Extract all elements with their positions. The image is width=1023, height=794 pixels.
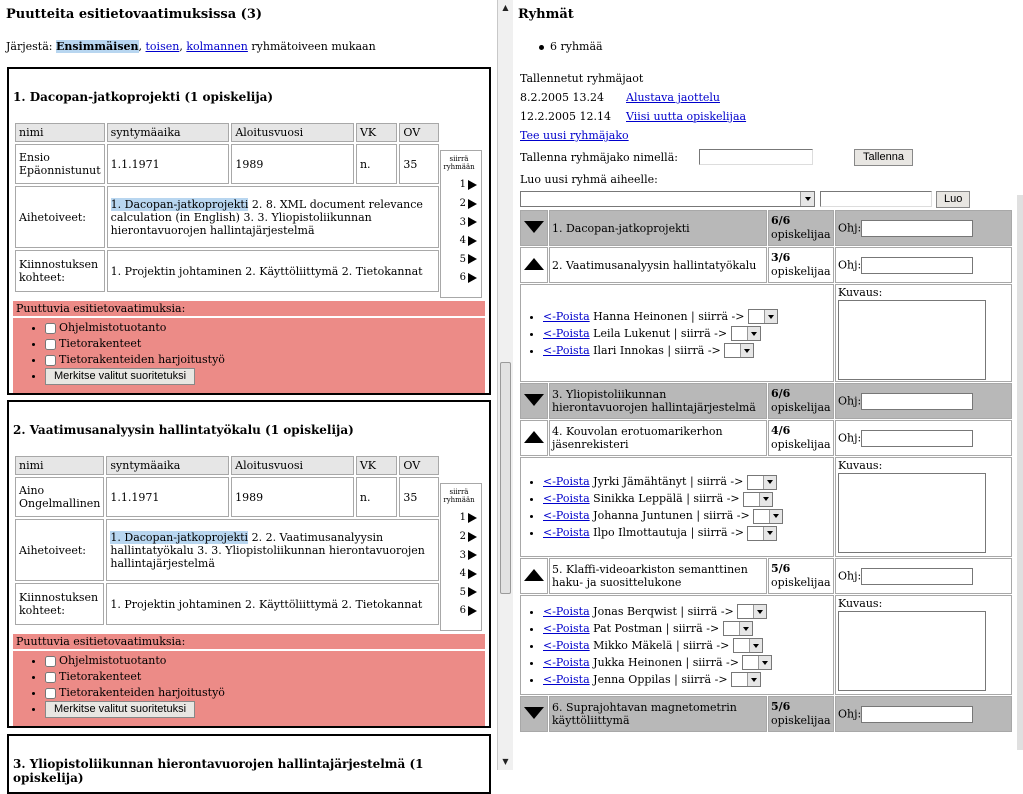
- group-fill: 3/6: [771, 251, 791, 264]
- right-pane: [513, 0, 1023, 770]
- prereq-label: Ohjelmistotuotanto: [59, 321, 167, 334]
- move-to-group-4[interactable]: 4: [441, 232, 477, 251]
- table-header: OV: [399, 456, 439, 475]
- remove-member-link[interactable]: <-Poista: [543, 655, 590, 669]
- group-count: 6 ryhmää: [539, 40, 603, 53]
- prereq-label: Tietorakenteiden harjoitustyö: [59, 686, 225, 699]
- play-arrow-icon: [468, 569, 477, 579]
- move-member-select[interactable]: [731, 672, 761, 687]
- supervisor-label: Ohj:: [838, 569, 862, 582]
- move-member-select[interactable]: [753, 509, 783, 524]
- group-count-cell: [768, 420, 834, 456]
- interests-label: Kiinnostuksen kohteet:: [15, 250, 105, 292]
- description-label: Kuvaus:: [838, 459, 883, 472]
- start-year: 1989: [231, 144, 354, 184]
- group-unit: opiskelijaa: [771, 401, 831, 414]
- supervisor-label: Ohj:: [838, 221, 862, 234]
- group-detail-row: [520, 457, 1012, 557]
- supervisor-cell: [835, 696, 1012, 732]
- table-header: syntymäaika: [106, 456, 229, 475]
- group-name: 4. Kouvolan erotuomarikerhon jäsenrekisteri: [549, 420, 767, 456]
- create-button[interactable]: Luo: [936, 191, 970, 208]
- move-member-select[interactable]: [723, 621, 753, 636]
- remove-member-link[interactable]: <-Poista: [543, 326, 590, 340]
- group-name: 3. Yliopistoliikunnan hierontavuorojen hallintajärjestelmä: [549, 383, 767, 419]
- group-count-cell: [768, 558, 834, 594]
- supervisor-label: Ohj:: [838, 431, 862, 444]
- missing-header: Puuttuvia esitietovaatimuksia:: [13, 634, 485, 651]
- ov-value: 35: [399, 477, 439, 517]
- triangle-up-icon: [524, 569, 544, 581]
- sort-second-link[interactable]: toisen: [145, 40, 180, 53]
- chevron-down-icon: [764, 310, 777, 323]
- sort-suffix: ryhmätoiveen mukaan: [251, 40, 376, 53]
- vk-value: n.: [356, 477, 398, 517]
- move-to-group-1[interactable]: 1: [441, 508, 477, 528]
- table-header: VK: [356, 123, 397, 142]
- group-count-cell: [768, 210, 834, 246]
- expand-toggle[interactable]: [520, 210, 548, 246]
- group-fill: 5/6: [771, 700, 791, 713]
- move-label: | siirrä ->: [690, 526, 744, 539]
- prereq-label: Tietorakenteet: [59, 670, 142, 683]
- member-item: [543, 620, 831, 637]
- sort-line: Järjestä: Ensimmäisen, toisen, kolmannen ryhmätoiveen mukaan: [6, 40, 376, 53]
- group-count-cell: [768, 696, 834, 732]
- prereq-item: [45, 669, 485, 685]
- remove-member-link[interactable]: <-Poista: [543, 604, 590, 618]
- prereq-item: [45, 653, 485, 669]
- member-name: Jenna Oppilas: [593, 672, 671, 686]
- topic-rest: 2. 8. XML document relevance calculation (in English) 3. 3. Yliopistoliikunnan hierontavuorojen hallintajärjestelmä: [110, 197, 423, 237]
- saved-date-1: 8.2.2005 13.24: [520, 91, 604, 104]
- remove-member-link[interactable]: <-Poista: [543, 492, 590, 505]
- member-name: Jyrki Jämähtänyt: [593, 475, 687, 488]
- triangle-up-icon: [524, 258, 544, 270]
- play-arrow-icon: [468, 550, 477, 560]
- move-to-group-6[interactable]: 6: [441, 602, 477, 621]
- member-item: [543, 637, 831, 654]
- move-label: | siirrä ->: [691, 309, 745, 323]
- chevron-down-icon: [758, 656, 771, 669]
- move-member-select[interactable]: [743, 492, 773, 507]
- page-title: Puutteita esitietovaatimuksissa (3): [6, 7, 263, 22]
- chevron-down-icon: [800, 192, 814, 206]
- play-arrow-icon: [468, 587, 477, 597]
- prereq-item: [45, 320, 485, 336]
- supervisor-input[interactable]: [861, 430, 973, 447]
- remove-member-link[interactable]: <-Poista: [543, 621, 590, 635]
- bullet-icon: [539, 45, 544, 50]
- remove-member-link[interactable]: <-Poista: [543, 475, 590, 488]
- interests-label: Kiinnostuksen kohteet:: [15, 583, 104, 625]
- create-name-input[interactable]: [820, 191, 932, 207]
- description-textarea[interactable]: [838, 300, 986, 380]
- member-name: Hanna Heinonen: [593, 309, 688, 323]
- prereq-label: Tietorakenteiden harjoitustyö: [59, 353, 225, 366]
- move-to-group: [440, 150, 482, 298]
- member-item: [543, 524, 831, 541]
- member-item: [543, 325, 831, 342]
- prereq-checkbox[interactable]: [45, 688, 56, 699]
- table-header: Aloitusvuosi: [231, 456, 354, 475]
- supervisor-cell: [835, 558, 1012, 594]
- supervisor-input[interactable]: [861, 393, 973, 410]
- group-row: [520, 420, 1012, 456]
- mark-done-button[interactable]: Merkitse valitut suoritetuksi: [45, 368, 195, 385]
- sort-third-link[interactable]: kolmannen: [186, 40, 248, 53]
- new-grouping-link[interactable]: Tee uusi ryhmäjako: [520, 129, 629, 142]
- remove-member-link[interactable]: <-Poista: [543, 343, 590, 357]
- chevron-down-icon: [749, 639, 762, 652]
- card-title: 2. Vaatimusanalyysin hallintatyökalu (1 opiskelija): [13, 423, 354, 437]
- member-name: Ilpo Ilmottautuja: [593, 526, 688, 539]
- move-to-group-1[interactable]: 1: [441, 175, 477, 195]
- saved-date-2: 12.2.2005 12.14: [520, 110, 611, 123]
- description-label: Kuvaus:: [838, 286, 883, 299]
- remove-member-link[interactable]: <-Poista: [543, 526, 590, 539]
- topics-label: Aihetoiveet:: [15, 186, 105, 248]
- sort-prefix: Järjestä:: [6, 40, 53, 53]
- chevron-down-icon: [747, 673, 760, 686]
- move-caption: siirrä ryhmään: [443, 488, 475, 504]
- prereq-checkbox[interactable]: [45, 672, 56, 683]
- sort-first: Ensimmäisen: [55, 40, 139, 53]
- table-header: nimi: [15, 123, 105, 142]
- topic-highlight: 1. Dacopan-jatkoprojekti: [110, 530, 249, 544]
- member-name: Jonas Berqwist: [593, 604, 677, 618]
- prereq-item: [45, 352, 485, 368]
- prereq-item: [45, 336, 485, 352]
- move-to-group-5[interactable]: 5: [441, 251, 477, 270]
- move-label: | siirrä ->: [665, 621, 720, 635]
- move-member-select[interactable]: [747, 526, 777, 541]
- chevron-down-icon: [753, 605, 766, 618]
- groups-title: Ryhmät: [518, 7, 574, 22]
- triangle-down-icon: [524, 221, 544, 233]
- move-member-select[interactable]: [724, 343, 754, 358]
- member-name: Mikko Mäkelä: [593, 638, 673, 652]
- group-fill: 5/6: [771, 562, 791, 575]
- move-member-select[interactable]: [748, 309, 778, 324]
- description-cell: [835, 595, 1012, 695]
- member-name: Ilari Innokas: [593, 343, 664, 357]
- move-to-group-3[interactable]: 3: [441, 547, 477, 566]
- supervisor-input[interactable]: [861, 220, 973, 237]
- group-detail-row: [520, 284, 1012, 382]
- move-to-group-2[interactable]: 2: [441, 528, 477, 547]
- topics-label: Aihetoiveet:: [15, 519, 104, 581]
- group-unit: opiskelijaa: [771, 576, 831, 589]
- student-info-table: [13, 454, 441, 627]
- table-header: nimi: [15, 456, 104, 475]
- prereq-checkbox[interactable]: [45, 339, 56, 350]
- chevron-down-icon: [740, 344, 753, 357]
- group-row: [520, 696, 1012, 732]
- group-unit: opiskelijaa: [771, 228, 831, 241]
- group-fill: 6/6: [771, 214, 791, 227]
- student-name: Aino Ongelmallinen: [15, 477, 104, 517]
- supervisor-label: Ohj:: [838, 394, 862, 407]
- collapse-toggle[interactable]: [520, 247, 548, 283]
- move-to-group-4[interactable]: 4: [441, 565, 477, 584]
- group-unit: opiskelijaa: [771, 438, 831, 451]
- play-arrow-icon: [468, 217, 477, 227]
- chevron-down-icon: [747, 327, 760, 340]
- member-item: [543, 473, 831, 490]
- card-title: 1. Dacopan-jatkoprojekti (1 opiskelija): [13, 90, 274, 104]
- move-member-select[interactable]: [747, 475, 777, 490]
- move-caption: siirrä ryhmään: [443, 155, 475, 171]
- member-item: [543, 654, 831, 671]
- supervisor-label: Ohj:: [838, 258, 862, 271]
- remove-member-link[interactable]: <-Poista: [543, 509, 590, 522]
- left-scrollbar[interactable]: [497, 0, 513, 770]
- scroll-up-icon[interactable]: ▲: [502, 3, 509, 12]
- scroll-thumb[interactable]: [500, 362, 511, 594]
- play-arrow-icon: [468, 199, 477, 209]
- table-header: syntymäaika: [107, 123, 230, 142]
- left-pane: [0, 0, 497, 785]
- chevron-down-icon: [739, 622, 752, 635]
- move-member-select[interactable]: [742, 655, 772, 670]
- student-card: [7, 400, 491, 728]
- move-to-group-2[interactable]: 2: [441, 195, 477, 214]
- member-item: [543, 342, 831, 359]
- move-label: | siirrä ->: [673, 326, 728, 340]
- triangle-down-icon: [524, 394, 544, 406]
- student-card: [7, 734, 491, 794]
- table-header: VK: [356, 456, 398, 475]
- remove-member-link[interactable]: <-Poista: [543, 638, 590, 652]
- create-label: Luo uusi ryhmä aiheelle:: [520, 173, 658, 186]
- group-row: [520, 383, 1012, 419]
- prereq-label: Tietorakenteet: [59, 337, 142, 350]
- description-cell: [835, 284, 1012, 382]
- move-to-group-5[interactable]: 5: [441, 584, 477, 603]
- supervisor-cell: [835, 247, 1012, 283]
- member-name: Johanna Juntunen: [593, 509, 693, 522]
- group-unit: opiskelijaa: [771, 714, 831, 727]
- interests-value: 1. Projektin johtaminen 2. Käyttöliittymä 2. Tietokannat: [107, 250, 439, 292]
- prereq-checkbox[interactable]: [45, 656, 56, 667]
- supervisor-input[interactable]: [861, 257, 973, 274]
- move-member-select[interactable]: [737, 604, 767, 619]
- play-arrow-icon: [468, 180, 477, 190]
- play-arrow-icon: [468, 606, 477, 616]
- group-row: [520, 558, 1012, 594]
- supervisor-input[interactable]: [861, 568, 973, 585]
- member-name: Sinikka Leppälä: [593, 492, 683, 505]
- move-label: | siirrä ->: [680, 604, 734, 618]
- saved-label: Tallennetut ryhmäjaot: [520, 72, 644, 85]
- remove-member-link[interactable]: <-Poista: [543, 309, 590, 323]
- group-name: 6. Suprajohtavan magnetometrin käyttöliittymä: [549, 696, 767, 732]
- member-list-cell: [520, 595, 834, 695]
- birth-date: 1.1.1971: [106, 477, 229, 517]
- student-name: Ensio Epäonnistunut: [15, 144, 105, 184]
- group-unit: opiskelijaa: [771, 265, 831, 278]
- mark-done-row: [45, 368, 485, 385]
- prereq-label: Ohjelmistotuotanto: [59, 654, 167, 667]
- supervisor-cell: [835, 420, 1012, 456]
- triangle-up-icon: [524, 431, 544, 443]
- move-to-group: [440, 483, 482, 631]
- prereq-checkbox[interactable]: [45, 323, 56, 334]
- collapse-toggle[interactable]: [520, 558, 548, 594]
- move-to-group-6[interactable]: 6: [441, 269, 477, 288]
- supervisor-cell: [835, 210, 1012, 246]
- group-count-cell: [768, 383, 834, 419]
- move-to-group-3[interactable]: 3: [441, 214, 477, 233]
- chevron-down-icon: [763, 476, 776, 489]
- chevron-down-icon: [763, 527, 776, 540]
- play-arrow-icon: [468, 532, 477, 542]
- description-textarea[interactable]: [838, 473, 986, 553]
- topics-value: [106, 519, 439, 581]
- member-item: [543, 671, 831, 688]
- move-member-select[interactable]: [733, 638, 763, 653]
- description-textarea[interactable]: [838, 611, 986, 691]
- remove-member-link[interactable]: <-Poista: [543, 672, 590, 686]
- move-label: | siirrä ->: [674, 672, 728, 686]
- member-name: Jukka Heinonen: [593, 655, 683, 669]
- missing-header: Puuttuvia esitietovaatimuksia:: [13, 301, 485, 318]
- scroll-down-icon[interactable]: ▼: [502, 757, 509, 766]
- member-list-cell: [520, 284, 834, 382]
- saved-link-2[interactable]: Viisi uutta opiskelijaa: [626, 110, 747, 123]
- chevron-down-icon: [769, 510, 782, 523]
- topic-select[interactable]: [520, 191, 815, 207]
- member-list-cell: [520, 457, 834, 557]
- topic-rest: 2. 2. Vaatimusanalyysin hallintatyökalu 3. 3. Yliopistoliikunnan hierontavuorojen hallintajärjestelmä: [110, 530, 425, 570]
- prereq-item: [45, 685, 485, 701]
- triangle-down-icon: [524, 707, 544, 719]
- prereq-checkbox[interactable]: [45, 355, 56, 366]
- supervisor-input[interactable]: [861, 706, 973, 723]
- group-name: 2. Vaatimusanalyysin hallintatyökalu: [549, 247, 767, 283]
- group-detail-row: [520, 595, 1012, 695]
- right-scroll-track: [1017, 195, 1023, 750]
- missing-prereqs: [13, 301, 485, 393]
- group-name: 5. Klaffi-videoarkiston semanttinen haku- ja suosittelukone: [549, 558, 767, 594]
- move-label: | siirrä ->: [689, 475, 744, 488]
- groups-table: [519, 209, 1013, 733]
- table-header: OV: [399, 123, 439, 142]
- mark-done-row: [45, 701, 485, 718]
- move-label: | siirrä ->: [696, 509, 750, 522]
- move-label: | siirrä ->: [686, 492, 740, 505]
- play-arrow-icon: [468, 254, 477, 264]
- save-name-input[interactable]: [699, 149, 813, 165]
- play-arrow-icon: [468, 513, 477, 523]
- student-card: [7, 67, 491, 395]
- ov-value: 35: [399, 144, 439, 184]
- expand-toggle[interactable]: [520, 696, 548, 732]
- saved-link-1[interactable]: Alustava jaottelu: [626, 91, 720, 104]
- missing-prereqs: [13, 634, 485, 726]
- move-label: | siirrä ->: [685, 655, 739, 669]
- student-info-table: [13, 121, 441, 294]
- expand-toggle[interactable]: [520, 383, 548, 419]
- move-member-select[interactable]: [731, 326, 761, 341]
- table-header: Aloitusvuosi: [231, 123, 354, 142]
- supervisor-label: Ohj:: [838, 707, 862, 720]
- description-cell: [835, 457, 1012, 557]
- group-name: 1. Dacopan-jatkoprojekti: [549, 210, 767, 246]
- play-arrow-icon: [468, 273, 477, 283]
- interests-value: 1. Projektin johtaminen 2. Käyttöliittymä 2. Tietokannat: [106, 583, 439, 625]
- description-label: Kuvaus:: [838, 597, 883, 610]
- member-item: [543, 308, 831, 325]
- mark-done-button[interactable]: Merkitse valitut suoritetuksi: [45, 701, 195, 718]
- save-label: Tallenna ryhmäjako nimellä:: [520, 151, 678, 164]
- member-name: Leila Lukenut: [593, 326, 671, 340]
- birth-date: 1.1.1971: [107, 144, 230, 184]
- move-label: | siirrä ->: [667, 343, 721, 357]
- card-title: 3. Yliopistoliikunnan hierontavuorojen hallintajärjestelmä (1 opiskelija): [13, 757, 424, 785]
- play-arrow-icon: [468, 236, 477, 246]
- member-item: [543, 603, 831, 620]
- topics-value: [107, 186, 439, 248]
- group-count-cell: [768, 247, 834, 283]
- supervisor-cell: [835, 383, 1012, 419]
- group-fill: 6/6: [771, 387, 791, 400]
- member-name: Pat Postman: [593, 621, 663, 635]
- move-label: | siirrä ->: [675, 638, 730, 652]
- group-row: [520, 247, 1012, 283]
- group-row: [520, 210, 1012, 246]
- start-year: 1989: [231, 477, 354, 517]
- collapse-toggle[interactable]: [520, 420, 548, 456]
- topic-highlight: 1. Dacopan-jatkoprojekti: [110, 197, 249, 211]
- chevron-down-icon: [759, 493, 772, 506]
- group-fill: 4/6: [771, 424, 791, 437]
- vk-value: n.: [356, 144, 397, 184]
- member-item: [543, 507, 831, 524]
- save-button[interactable]: Tallenna: [854, 149, 913, 166]
- member-item: [543, 490, 831, 507]
